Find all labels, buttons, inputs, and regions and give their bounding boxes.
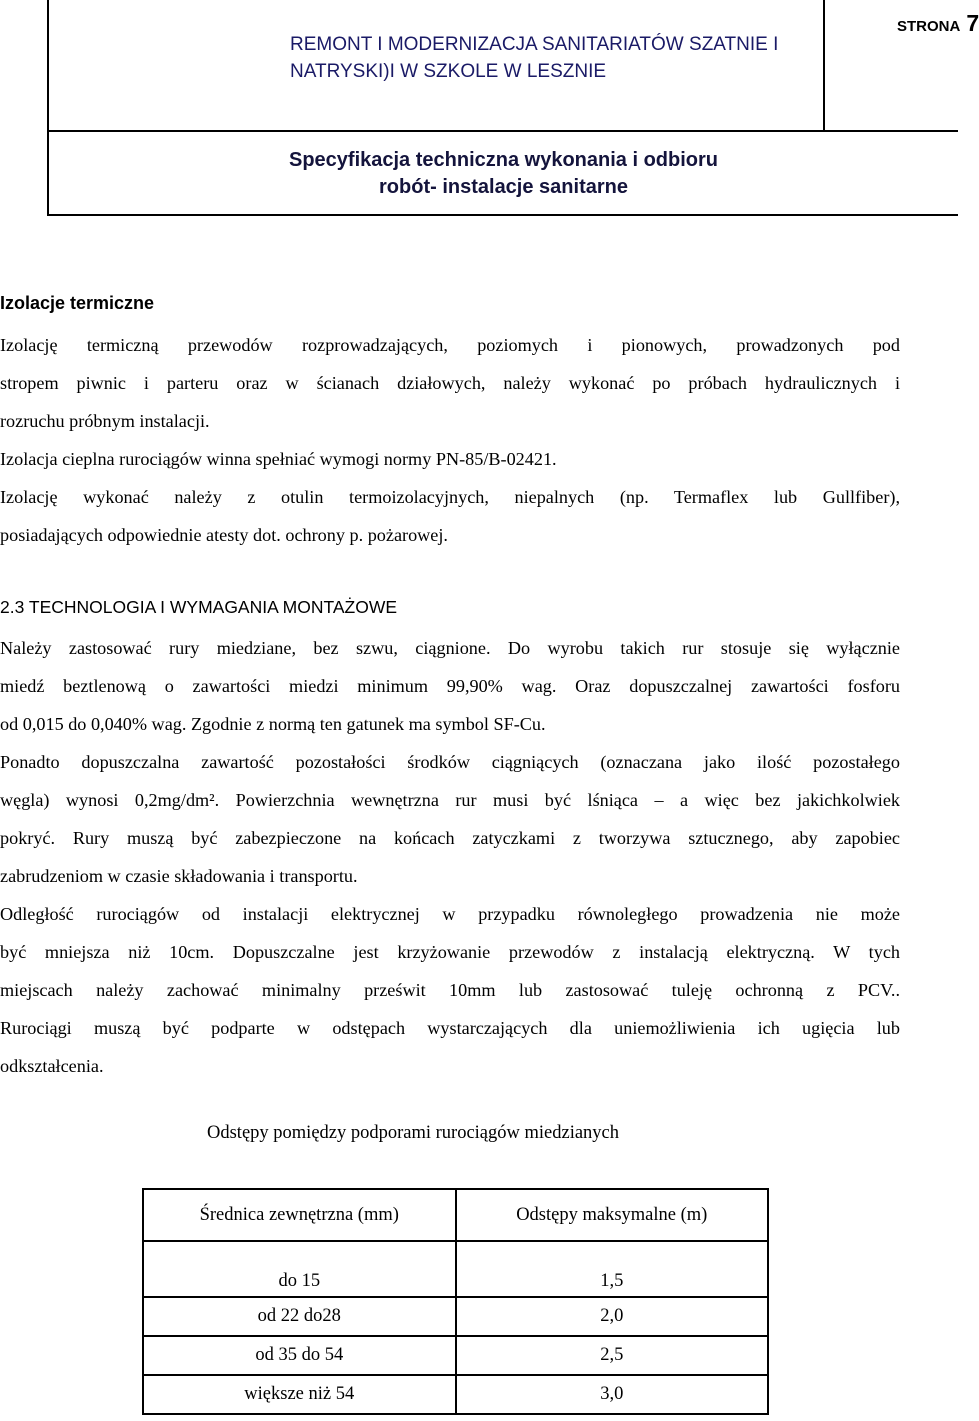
project-title (290, 31, 830, 85)
technology-text (0, 629, 900, 1085)
paragraph-line: pokryć. Rury muszą być zabezpieczone na końcach zatyczkami z tworzywa sztucznego, aby zapobiec (0, 828, 900, 848)
page-number: 7 (966, 10, 979, 36)
page-label (897, 10, 979, 37)
paragraph-line: zabrudzeniom w czasie składowania i transportu. (0, 866, 358, 886)
page-word: STRONA (897, 18, 961, 35)
support-spacing-table (142, 1188, 769, 1415)
column-header-max-spacing: Odstępy maksymalne (m) (456, 1189, 769, 1241)
table-header-row (143, 1189, 768, 1241)
paragraph-line: rozruchu próbnym instalacji. (0, 411, 210, 431)
paragraph-line: Izolacja cieplna rurociągów winna spełniać wymogi normy PN-85/B-02421. (0, 449, 557, 469)
paragraph-line: miejscach należy zachować minimalny prześwit 10mm lub zastosować tuleję ochronną z PCV.. (0, 980, 900, 1000)
section-heading-thermal-insulation: Izolacje termiczne (0, 293, 155, 313)
table-cell-spacing: 2,5 (456, 1336, 769, 1375)
paragraph-line: od 0,015 do 0,040% wag. Zgodnie z normą ten gatunek ma symbol SF-Cu. (0, 714, 546, 734)
paragraph-line: Izolację termiczną przewodów rozprowadzających, poziomych i pionowych, prowadzonych pod (0, 335, 900, 355)
paragraph-line: Odległość rurociągów od instalacji elektrycznej w przypadku równoległego prowadzenia nie może (0, 904, 900, 924)
paragraph-line: Ponadto dopuszczalna zawartość pozostałości środków ciągniących (oznaczana jako ilość pozostałego (0, 752, 900, 772)
specification-title-line1: Specyfikacja techniczna wykonania i odbioru (288, 149, 718, 171)
table-cell-spacing: 1,5 (456, 1241, 769, 1297)
paragraph-line: odkształcenia. (0, 1056, 104, 1076)
paragraph-line: Rurociągi muszą być podparte w odstępach wystarczających dla uniemożliwienia ich ugięcia lub (0, 1018, 900, 1038)
paragraph-line: Izolację wykonać należy z otulin termoizolacyjnych, niepalnych (np. Termaflex lub Gullfiber), (0, 487, 900, 507)
thermal-insulation-text (0, 326, 900, 554)
paragraph-line: stropem piwnic i parteru oraz w ścianach działowych, należy wykonać po próbach hydraulicznych i (0, 373, 900, 393)
table-row (143, 1297, 768, 1336)
table-cell-diameter: większe niż 54 (143, 1375, 456, 1414)
section-heading-technology: 2.3 TECHNOLOGIA I WYMAGANIA MONTAŻOWE (0, 597, 398, 617)
table-row (143, 1336, 768, 1375)
table-row (143, 1241, 768, 1297)
column-header-diameter: Średnica zewnętrzna (mm) (143, 1189, 456, 1241)
project-title-line2: NATRYSKI)I W SZKOLE W LESZNIE (290, 61, 607, 82)
paragraph-line: węgla) wynosi 0,2mg/dm². Powierzchnia wewnętrzna rur musi być lśniąca – a więc bez jakichkolwiek (0, 790, 900, 810)
table-cell-spacing: 2,0 (456, 1297, 769, 1336)
project-title-line1: REMONT I MODERNIZACJA SANITARIATÓW SZATNIE I (290, 34, 779, 55)
specification-title-line2: robót- instalacje sanitarne (379, 176, 628, 198)
table-cell-diameter: od 35 do 54 (143, 1336, 456, 1375)
table-cell-spacing: 3,0 (456, 1375, 769, 1414)
table-caption: Odstępy pomiędzy podporami rurociągów miedzianych (207, 1123, 620, 1143)
table-row (143, 1375, 768, 1414)
paragraph-line: być mniejsza niż 10cm. Dopuszczalne jest krzyżowanie przewodów z instalacją elektryczną. W tych (0, 942, 900, 962)
specification-title (49, 147, 958, 201)
table-cell-diameter: od 22 do28 (143, 1297, 456, 1336)
paragraph-line: miedź beztlenową o zawartości miedzi minimum 99,90% wag. Oraz dopuszczalnej zawartości fosforu (0, 676, 900, 696)
table-cell-diameter: do 15 (143, 1241, 456, 1297)
page-number-box (823, 0, 979, 130)
paragraph-line: Należy zastosować rury miedziane, bez szwu, ciągnione. Do wyrobu takich rur stosuje się wyłącznie (0, 638, 900, 658)
document-header (47, 0, 979, 216)
paragraph-line: posiadających odpowiednie atesty dot. ochrony p. pożarowej. (0, 525, 448, 545)
header-top-section (49, 0, 979, 132)
